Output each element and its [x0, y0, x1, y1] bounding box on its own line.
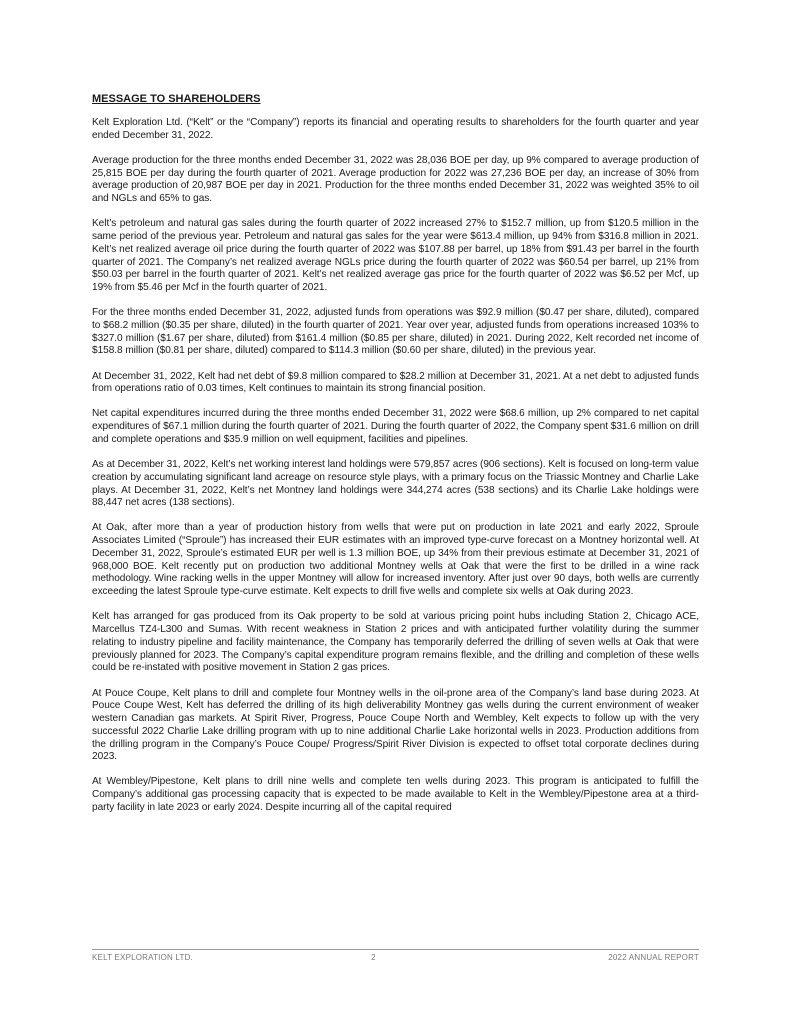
paragraph-oak: At Oak, after more than a year of production history from wells that were put on production in late 2021 and early 2022, Sproule Associates Limited (“Sproule”) has increased their EUR estimates with an improved type-curve forecast on a Montney horizontal well. At December 31, 2022, Sproule’s estimated EUR per well is 1.3 million BOE, up 34% from their previous estimate at December 31, 2021 of 968,000 BOE. Kelt recently put on production two additional Montney wells at Oak that were the first to be drilled in a wine rack methodology. Wine racking wells in the upper Montney will allow for increased inventory. After just over 90 days, both wells are currently exceeding the latest Sproule type-curve estimate. Kelt expects to drill five wells and complete six wells at Oak during 2023.: [92, 522, 699, 598]
paragraph-net-debt: At December 31, 2022, Kelt had net debt of $9.8 million compared to $28.2 million at December 31, 2021. At a net debt to adjusted funds from operations ratio of 0.03 times, Kelt continues to maintain its strong financial position.: [92, 370, 699, 395]
footer-company: KELT EXPLORATION LTD.: [92, 953, 193, 962]
paragraph-sales: Kelt’s petroleum and natural gas sales during the fourth quarter of 2022 increased 27% to $152.7 million, up from $120.5 million in the same period of the previous year. Petroleum and natural gas sales for the year were $613.4 million, up 94% from $316.8 million in 2021. Kelt’s net realized average oil price during the fourth quarter of 2022 was $107.88 per barrel, up 18% from $91.43 per barrel in the fourth quarter of 2021. The Company’s net realized average NGLs price during the fourth quarter of 2022 was $60.54 per barrel, up 21% from $50.03 per barrel in the fourth quarter of 2021. Kelt’s net realized average gas price for the fourth quarter of 2022 was $6.52 per Mcf, up 19% from $5.46 per Mcf in the fourth quarter of 2021.: [92, 218, 699, 294]
paragraph-capex: Net capital expenditures incurred during the three months ended December 31, 2022 were $68.6 million, up 2% compared to net capital expenditures of $67.1 million during the fourth quarter of 2021. During the fourth quarter of 2022, the Company spent $31.6 million on drill and complete operations and $35.9 million on well equipment, facilities and pipelines.: [92, 408, 699, 445]
paragraph-gas-marketing: Kelt has arranged for gas produced from its Oak property to be sold at various pricing point hubs including Station 2, Chicago ACE, Marcellus TZ4-L300 and Sumas. With recent weakness in Station 2 prices and with anticipated further volatility during the summer relating to industry pipeline and facility maintenance, the Company has temporarily deferred the drilling of seven wells at Oak that were previously planned for 2023. The Company’s capital expenditure program remains flexible, and the drilling and completion of these wells could be re-instated with positive movement in Station 2 gas prices.: [92, 611, 699, 674]
footer-report-title: 2022 ANNUAL REPORT: [608, 953, 699, 962]
footer-divider: [92, 949, 699, 950]
page-title: MESSAGE TO SHAREHOLDERS: [92, 93, 261, 105]
paragraph-intro: Kelt Exploration Ltd. (“Kelt” or the “Company”) reports its financial and operating results to shareholders for the fourth quarter and year ended December 31, 2022.: [92, 117, 699, 141]
paragraph-land: As at December 31, 2022, Kelt’s net working interest land holdings were 579,857 acres (906 sections). Kelt is focused on long-term value creation by accumulating significant land acreage on resource style plays, with a primary focus on the Triassic Montney and Charlie Lake plays. At December 31, 2022, Kelt’s net Montney land holdings were 344,274 acres (538 sections) and its Charlie Lake holdings were 88,447 net acres (138 sections).: [92, 459, 699, 509]
paragraph-production: Average production for the three months ended December 31, 2022 was 28,036 BOE per day, up 9% compared to average production of 25,815 BOE per day during the fourth quarter of 2021. Average production for 2022 was 27,236 BOE per day, an increase of 30% from average production of 20,987 BOE per day in 2021. Production for the three months ended December 31, 2022 was weighted 35% to oil and NGLs and 65% to gas.: [92, 154, 699, 205]
document-body: [92, 93, 699, 827]
paragraph-pouce-coupe: At Pouce Coupe, Kelt plans to drill and complete four Montney wells in the oil-prone area of the Company’s land base during 2023. At Pouce Coupe West, Kelt has deferred the drilling of its high deliverability Montney gas wells during the current environment of weaker western Canadian gas markets. At Spirit River, Progress, Pouce Coupe North and Wembley, Kelt expects to follow up with the very successful 2022 Charlie Lake drilling program with up to nine additional Charlie Lake horizontal wells in 2023. Production additions from the drilling program in the Company’s Pouce Coupe/ Progress/Spirit River Division is expected to offset total corporate declines during 2023.: [92, 687, 699, 763]
page-footer: [92, 953, 699, 965]
footer-page-number: 2: [371, 953, 376, 962]
paragraph-funds: For the three months ended December 31, 2022, adjusted funds from operations was $92.9 million ($0.47 per share, diluted), compared to $68.2 million ($0.35 per share, diluted) in the fourth quarter of 2021. Year over year, adjusted funds from operations increased 103% to $327.0 million ($1.67 per share, diluted) from $161.4 million ($0.85 per share, diluted) in 2021. During 2022, Kelt recorded net income of $158.8 million ($0.81 per share, diluted) compared to $114.3 million ($0.60 per share, diluted) in the previous year.: [92, 307, 699, 357]
paragraph-wembley: At Wembley/Pipestone, Kelt plans to drill nine wells and complete ten wells during 2023. This program is anticipated to fulfill the Company’s additional gas processing capacity that is expected to be made available to Kelt in the Wembley/Pipestone area at a third-party facility in late 2023 or early 2024. Despite incurring all of the capital required: [92, 776, 699, 813]
